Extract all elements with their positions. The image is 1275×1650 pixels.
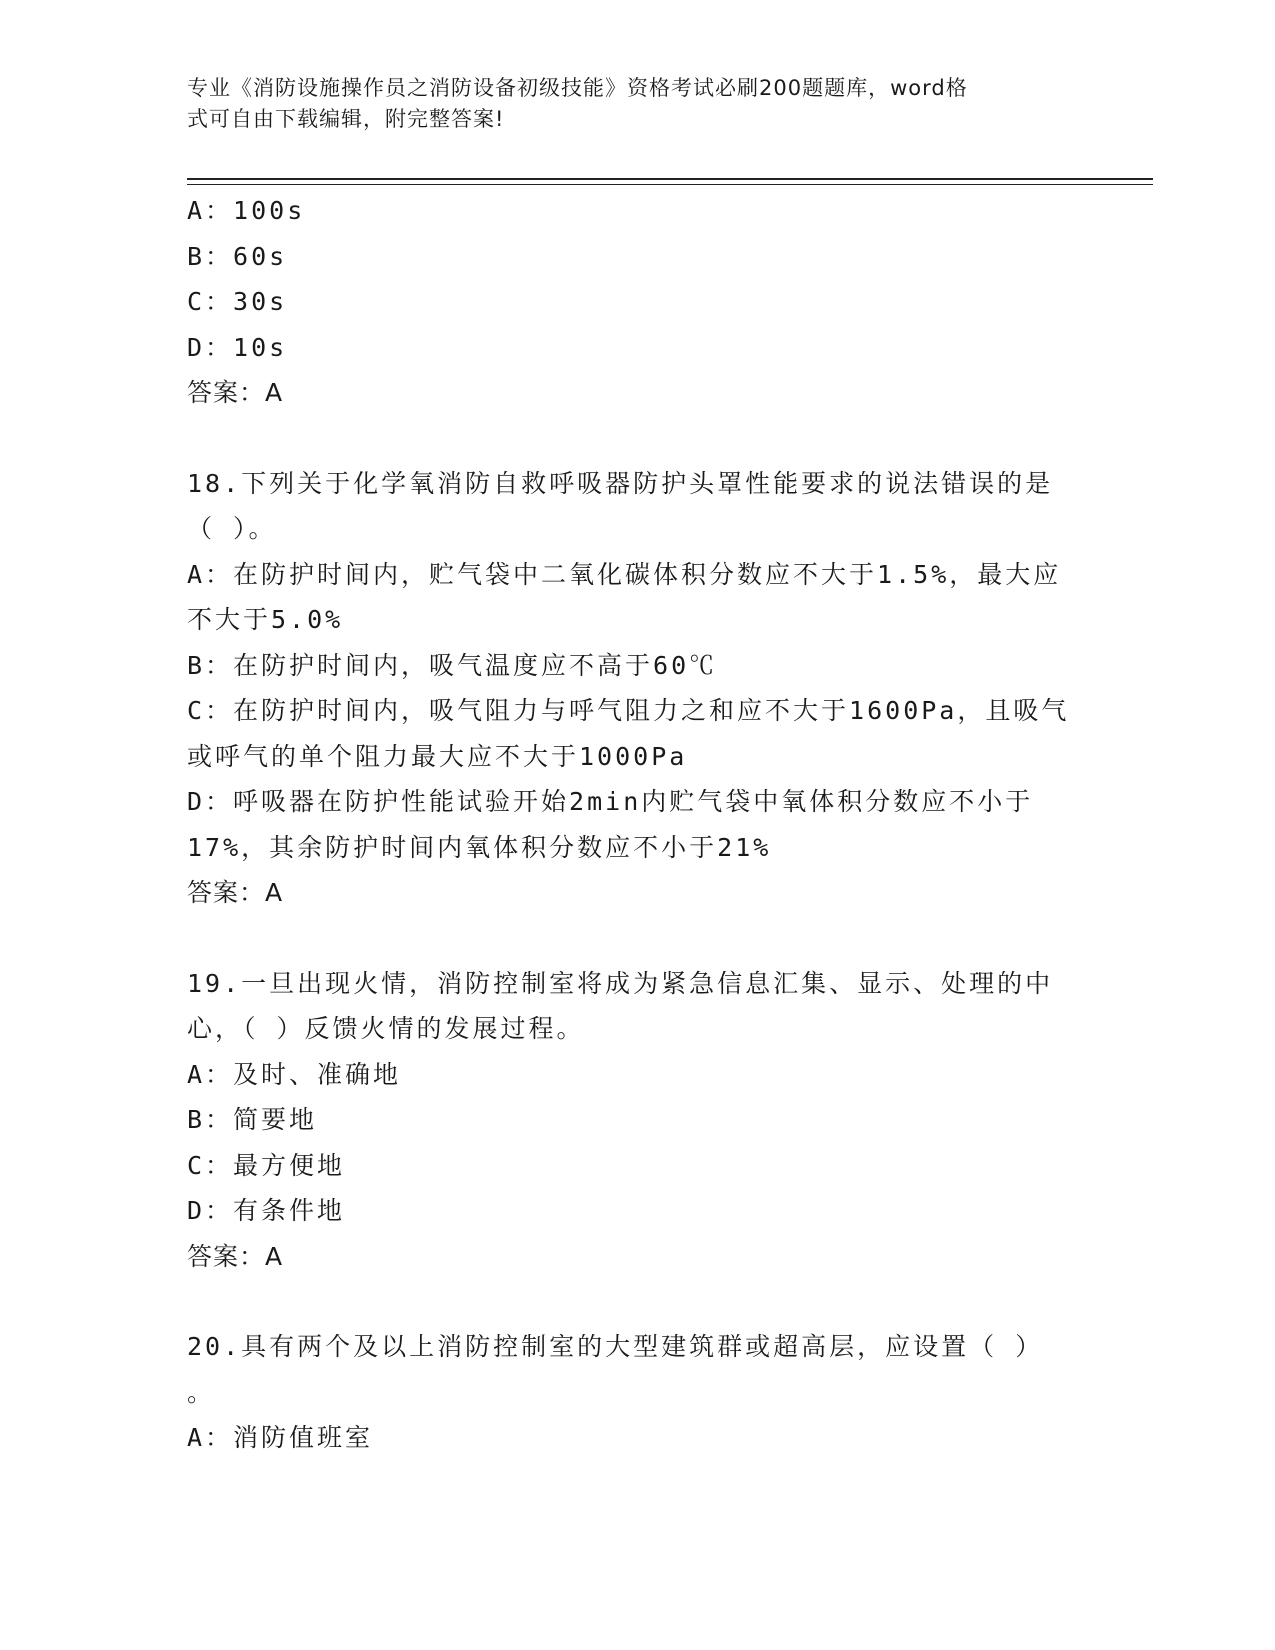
question-17 bbox=[187, 188, 1087, 416]
answer: 答案：A bbox=[187, 378, 284, 407]
spacer bbox=[187, 416, 1087, 461]
question-stem: 心，（ ）反馈火情的发展过程。 bbox=[187, 1014, 585, 1043]
option-a-cont: 不大于5.0% bbox=[187, 605, 344, 634]
answer: 答案：A bbox=[187, 1241, 284, 1271]
option-c: C：在防护时间内，吸气阻力与呼气阻力之和应不大于1600Pa，且吸气 bbox=[187, 696, 1070, 725]
question-stem: 20.具有两个及以上消防控制室的大型建筑群或超高层，应设置（ ） bbox=[187, 1332, 1044, 1361]
header-rule-thin bbox=[187, 184, 1153, 185]
option-d: D：10s bbox=[187, 332, 288, 362]
document-body bbox=[187, 188, 1087, 1461]
option-a: A：在防护时间内，贮气袋中二氧化碳体积分数应不大于1.5%，最大应 bbox=[187, 559, 1062, 589]
option-a: A：及时、准确地 bbox=[187, 1059, 402, 1089]
option-c: C：最方便地 bbox=[187, 1150, 346, 1180]
header-line-2: 式可自由下载编辑，附完整答案! bbox=[187, 107, 505, 131]
spacer bbox=[187, 916, 1087, 961]
option-a: A：消防值班室 bbox=[187, 1423, 374, 1452]
header-line-1: 专业《消防设施操作员之消防设备初级技能》资格考试必刷200题题库，word格 bbox=[187, 76, 968, 100]
question-19 bbox=[187, 961, 1087, 1280]
option-c: C：30s bbox=[187, 287, 288, 316]
spacer bbox=[187, 1279, 1087, 1324]
option-b: B：60s bbox=[187, 241, 288, 271]
option-b: B：简要地 bbox=[187, 1105, 318, 1134]
question-stem: 19.一旦出现火情，消防控制室将成为紧急信息汇集、显示、处理的中 bbox=[187, 968, 1054, 998]
question-18 bbox=[187, 461, 1087, 916]
option-d-cont: 17%，其余防护时间内氧体积分数应不小于21% bbox=[187, 832, 772, 862]
option-b: B：在防护时间内，吸气温度应不高于60℃ bbox=[187, 650, 718, 680]
question-stem: 。 bbox=[187, 1377, 216, 1407]
question-stem: （ ）。 bbox=[187, 514, 277, 543]
document-header bbox=[187, 73, 1067, 135]
option-c-cont: 或呼气的单个阻力最大应不大于1000Pa bbox=[187, 741, 688, 771]
header-rule-thick bbox=[187, 178, 1153, 180]
option-d: D：有条件地 bbox=[187, 1196, 346, 1225]
question-20 bbox=[187, 1324, 1087, 1461]
question-stem: 18.下列关于化学氧消防自救呼吸器防护头罩性能要求的说法错误的是 bbox=[187, 468, 1054, 498]
option-d: D：呼吸器在防护性能试验开始2min内贮气袋中氧体积分数应不小于 bbox=[187, 787, 1034, 816]
answer: 答案：A bbox=[187, 878, 284, 907]
option-a: A：100s bbox=[187, 196, 306, 225]
